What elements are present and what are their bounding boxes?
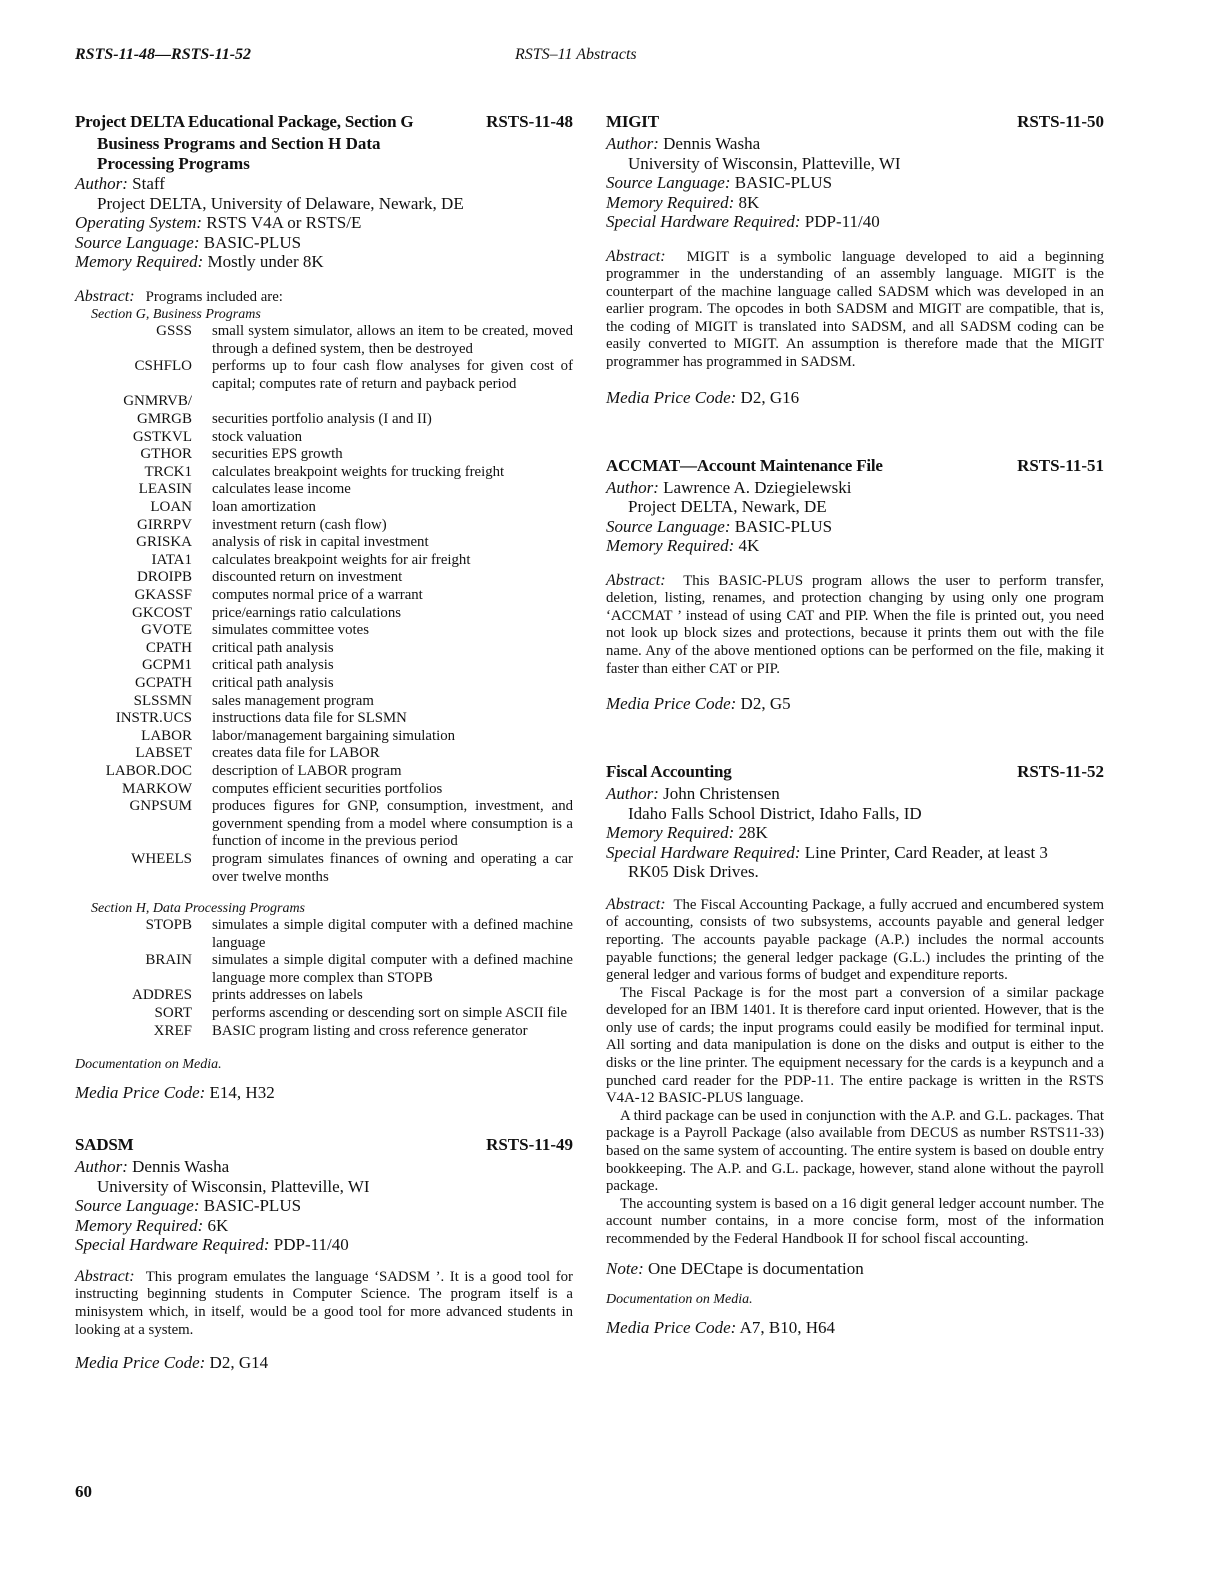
price-value: D2, G16	[736, 387, 800, 407]
abstract-label: Abstract:	[606, 247, 666, 265]
note-label: Note:	[606, 1258, 644, 1278]
running-head	[75, 46, 1105, 72]
program-code: IATA1	[151, 551, 192, 568]
abstract	[75, 1268, 573, 1339]
price-label: Media Price Code:	[606, 1317, 737, 1337]
language-label: Source Language:	[75, 1196, 200, 1216]
program-description: securities portfolio analysis (I and II)	[212, 411, 432, 428]
entry-title-line3: Processing Programs	[97, 154, 250, 173]
program-row	[75, 587, 573, 605]
program-row	[75, 798, 573, 851]
program-row	[75, 323, 573, 358]
program-row	[75, 569, 573, 587]
program-row	[75, 1005, 573, 1023]
memory-value: Mostly under 8K	[203, 252, 324, 271]
program-row	[75, 710, 573, 728]
program-code: INSTR.UCS	[115, 710, 192, 727]
memory-value: 28K	[734, 823, 768, 843]
language-line	[75, 233, 573, 253]
price-value: E14, H32	[205, 1083, 275, 1103]
program-row	[75, 517, 573, 535]
program-description: investment return (cash flow)	[212, 516, 387, 533]
entry-rsts-11-52	[606, 762, 1104, 1337]
hardware-value: PDP-11/40	[800, 212, 880, 231]
program-description: calculates breakpoint weights for air freight	[212, 551, 471, 568]
language-label: Source Language:	[606, 516, 731, 536]
author-line	[606, 478, 1104, 498]
page-number: 60	[75, 1482, 92, 1501]
entry-rsts-11-48	[75, 112, 573, 1103]
program-code: GSTKVL	[132, 428, 192, 445]
program-code: CSHFLO	[134, 358, 192, 375]
price-label: Media Price Code:	[606, 694, 737, 714]
program-code: GIRRPV	[136, 516, 192, 533]
language-label: Source Language:	[606, 173, 731, 192]
program-row	[75, 745, 573, 763]
program-row	[75, 393, 573, 411]
abstract	[606, 896, 1104, 1249]
program-code: WHEELS	[131, 850, 192, 867]
language-line	[606, 517, 1104, 537]
affiliation: University of Wisconsin, Platteville, WI	[97, 1176, 370, 1196]
abstract-label: Abstract:	[75, 1267, 135, 1285]
program-description: critical path analysis	[212, 657, 334, 674]
program-row	[75, 693, 573, 711]
affiliation: University of Wisconsin, Platteville, WI	[628, 153, 901, 173]
program-description: critical path analysis	[212, 674, 334, 691]
entry-id: RSTS-11-49	[486, 1135, 573, 1155]
program-description: price/earnings ratio calculations	[212, 604, 401, 621]
program-description: BASIC program listing and cross reference generator	[212, 1022, 528, 1039]
entry-rsts-11-51	[606, 456, 1104, 715]
program-code: GTHOR	[140, 446, 192, 463]
program-code: DROIPB	[136, 569, 192, 586]
price-value: D2, G14	[205, 1353, 269, 1373]
media-price-line	[606, 694, 1104, 714]
author-value: Dennis Washa	[658, 134, 761, 153]
entry-title: MIGIT	[606, 112, 659, 131]
program-description: simulates a simple digital computer with a defined machine language	[212, 917, 573, 951]
author-label: Author:	[606, 784, 659, 804]
program-description: simulates a simple digital computer with a defined machine language more complex than STOPB	[212, 952, 573, 986]
program-description: calculates breakpoint weights for trucking freight	[212, 463, 505, 480]
memory-label: Memory Required:	[606, 536, 735, 556]
section-g-label: Section G, Business Programs	[91, 307, 261, 323]
entry-rsts-11-49	[75, 1135, 573, 1373]
author-line	[75, 1157, 573, 1177]
program-code: CPATH	[145, 639, 192, 656]
abstract-paragraph-3: A third package can be used in conjunction with the A.P. and G.L. packages. That package is a Payroll Package (also available from DECUS as number RSTS11-33) based on the same system of accounting. The entire system is based on double entry bookkeeping. The A.P. and G.L. package, however, stand alone without the payroll package.	[606, 1107, 1104, 1195]
memory-label: Memory Required:	[606, 192, 735, 212]
entry-id: RSTS-11-48	[486, 112, 573, 131]
abstract-label: Abstract:	[606, 571, 666, 589]
program-row	[75, 640, 573, 658]
program-description: performs up to four cash flow analyses for given cost of capital; computes rate of return and payback period	[212, 358, 573, 392]
entry-header	[75, 112, 573, 134]
entry-rsts-11-50	[606, 112, 1104, 408]
program-code: TRCK1	[144, 463, 192, 480]
program-row	[75, 952, 573, 987]
program-code: GKCOST	[131, 604, 192, 621]
program-row	[75, 1023, 573, 1041]
affiliation: Idaho Falls School District, Idaho Falls, ID	[628, 803, 922, 823]
author-label: Author:	[75, 1157, 128, 1177]
entry-id: RSTS-11-50	[1017, 112, 1104, 131]
program-description: prints addresses on labels	[212, 987, 363, 1004]
program-code: GRISKA	[136, 534, 192, 551]
language-value: BASIC-PLUS	[730, 173, 833, 192]
affiliation: Project DELTA, Newark, DE	[628, 497, 827, 517]
abstract-text: This BASIC-PLUS program allows the user to perform transfer, deletion, listing, renames, and protection changing by using only one program ‘ACCMAT ’ instead of using CAT and PIP. When the file is printed out, you need not look up block sizes and protections, because it prints them out with the file name. Any of the above mentioned options can be performed on the file, making it faster than either CAT or PIP.	[606, 572, 1104, 677]
program-code: LEASIN	[138, 481, 192, 498]
price-value: A7, B10, H64	[736, 1317, 836, 1337]
running-head-title: RSTS–11 Abstracts	[515, 46, 637, 63]
program-description: critical path analysis	[212, 639, 334, 656]
section-h-label: Section H, Data Processing Programs	[91, 901, 305, 917]
author-line	[606, 784, 1104, 804]
abstract-label: Abstract:	[75, 287, 135, 305]
hardware-line	[606, 843, 1104, 863]
entry-header	[606, 112, 1104, 134]
abstract-text: MIGIT is a symbolic language developed to aid a beginning programmer in the understanding of an assembly language. MIGIT is the counterpart of the machine language called SADSM which was developed in an earlier program. The opcodes in both SADSM and MIGIT are compatible, that is, the coding of MIGIT is translated into SADSM, and all SADSM coding can be easily converted to MIGIT. An assumption is therefore made that the MIGIT programmer has programmed in SADSM.	[606, 248, 1104, 371]
program-code: GNPSUM	[129, 798, 192, 815]
entry-title-line2: Business Programs and Section H Data	[97, 134, 381, 153]
program-description: analysis of risk in capital investment	[212, 534, 429, 551]
program-description: sales management program	[212, 692, 374, 709]
program-row	[75, 851, 573, 886]
program-row	[75, 781, 573, 799]
program-row	[75, 605, 573, 623]
memory-line	[606, 823, 1104, 843]
memory-line	[75, 1216, 573, 1236]
program-code: XREF	[153, 1022, 192, 1039]
program-code: BRAIN	[145, 952, 192, 969]
os-value: RSTS V4A or RSTS/E	[202, 213, 362, 232]
program-description: calculates lease income	[212, 481, 351, 498]
program-row	[75, 481, 573, 499]
program-row	[75, 446, 573, 464]
author-value: Lawrence A. Dziegielewski	[658, 477, 852, 497]
media-price-line	[606, 1318, 1104, 1338]
program-code: ADDRES	[131, 987, 192, 1004]
language-line	[75, 1196, 573, 1216]
abstract-label: Abstract:	[606, 895, 666, 913]
program-description: securities EPS growth	[212, 446, 343, 463]
hardware-continuation: RK05 Disk Drives.	[628, 862, 759, 882]
language-value: BASIC-PLUS	[730, 516, 833, 536]
left-column	[75, 112, 573, 1373]
entry-title: ACCMAT—Account Maintenance File	[606, 455, 883, 475]
program-row	[75, 464, 573, 482]
abstract	[606, 248, 1104, 372]
author-label: Author:	[75, 174, 128, 193]
program-row	[75, 429, 573, 447]
hardware-value: Line Printer, Card Reader, at least 3	[800, 842, 1048, 862]
author-value: John Christensen	[658, 784, 780, 804]
memory-label: Memory Required:	[75, 252, 204, 271]
abstract-paragraph-4: The accounting system is based on a 16 digit general ledger account number. The account number contains, in a more concise form, most of the information recommended by the Federal Handbook II for school fiscal accounting.	[606, 1195, 1104, 1247]
program-description: computes normal price of a warrant	[212, 587, 423, 603]
memory-line	[606, 536, 1104, 556]
author-line	[606, 134, 1104, 154]
program-description: discounted return on investment	[212, 569, 403, 586]
program-row	[75, 987, 573, 1005]
memory-value: 6K	[203, 1215, 229, 1235]
price-label: Media Price Code:	[606, 387, 737, 407]
program-code: MARKOW	[122, 780, 192, 797]
language-label: Source Language:	[75, 232, 200, 252]
program-code: GVOTE	[141, 622, 192, 639]
abstract-intro: Programs included are:	[145, 288, 283, 305]
author-label: Author:	[606, 477, 659, 497]
documentation-note: Documentation on Media.	[75, 1057, 222, 1073]
memory-value: 8K	[734, 192, 760, 212]
affiliation: Project DELTA, University of Delaware, Newark, DE	[97, 193, 464, 213]
entry-header	[75, 1135, 573, 1157]
abstract	[75, 288, 573, 307]
program-row	[75, 622, 573, 640]
program-code: LOAN	[150, 499, 192, 516]
hardware-label: Special Hardware Required:	[75, 1235, 270, 1255]
program-row	[75, 675, 573, 693]
hardware-label: Special Hardware Required:	[606, 212, 801, 231]
program-row	[75, 499, 573, 517]
program-code: LABOR.DOC	[105, 762, 192, 779]
memory-line	[75, 252, 573, 272]
author-line	[75, 174, 573, 194]
entry-id: RSTS-11-52	[1017, 762, 1104, 782]
program-description: produces figures for GNP, consumption, investment, and government spending from a model where consumption is a function of income in the previous period	[212, 798, 573, 850]
program-description: creates data file for LABOR	[212, 745, 380, 762]
program-row	[75, 411, 573, 429]
memory-line	[606, 193, 1104, 213]
media-price-line	[606, 388, 1104, 408]
program-code: STOPB	[145, 917, 192, 934]
entry-title: SADSM	[75, 1135, 134, 1155]
hardware-line	[606, 212, 1104, 232]
os-label: Operating System:	[75, 213, 203, 232]
hardware-line	[75, 1235, 573, 1255]
media-price-line	[75, 1353, 573, 1373]
program-code: SORT	[154, 1005, 192, 1022]
program-code: GNMRVB/	[123, 393, 192, 410]
program-row	[75, 917, 573, 952]
os-line	[75, 213, 573, 233]
program-description	[212, 393, 573, 411]
program-description: simulates committee votes	[212, 622, 369, 639]
hardware-value: PDP-11/40	[269, 1235, 349, 1255]
program-code: LABSET	[135, 745, 192, 762]
program-description: program simulates finances of owning and operating a car over twelve months	[212, 850, 573, 885]
media-price-line	[75, 1083, 573, 1103]
author-value: Staff	[127, 174, 165, 193]
program-code: GKASSF	[134, 587, 192, 603]
author-label: Author:	[606, 134, 659, 153]
hardware-label: Special Hardware Required:	[606, 842, 801, 862]
program-row	[75, 552, 573, 570]
memory-label: Memory Required:	[75, 1215, 204, 1235]
program-description: computes efficient securities portfolios	[212, 780, 443, 797]
program-code: SLSSMN	[133, 692, 192, 709]
program-description: labor/management bargaining simulation	[212, 727, 455, 744]
program-row	[75, 728, 573, 746]
program-row	[75, 358, 573, 393]
entry-id: RSTS-11-51	[1017, 455, 1104, 475]
note-value: One DECtape is documentation	[643, 1258, 864, 1278]
memory-label: Memory Required:	[606, 823, 735, 843]
right-column	[606, 112, 1104, 1338]
language-value: BASIC-PLUS	[199, 232, 302, 252]
program-code: GSSS	[156, 323, 192, 340]
entry-title: Fiscal Accounting	[606, 762, 732, 782]
language-value: BASIC-PLUS	[199, 1196, 302, 1216]
running-head-range: RSTS-11-48—RSTS-11-52	[75, 46, 252, 63]
program-code: GMRGB	[136, 411, 192, 428]
abstract-text: The Fiscal Accounting Package, a fully accrued and encumbered system of accounting, consists of two subsystems, accounts payable and general ledger reporting. The accounts payable package (A.P.) includes the normal accounts payable functions; the general ledger package (G.L.) includes the printing of the general ledger and various forms of budget and expenditure reports.	[606, 896, 1104, 984]
entry-title: Project DELTA Educational Package, Section G	[75, 112, 414, 131]
program-description: performs ascending or descending sort on simple ASCII file	[212, 1005, 568, 1022]
abstract-text: This program emulates the language ‘SADSM ’. It is a good tool for instructing beginning students in Computer Science. The program itself is a minisystem which, in itself, would be a good tool for more advanced students in looking at a system.	[75, 1268, 573, 1338]
program-table-section-g	[75, 323, 573, 886]
program-description: instructions data file for SLSMN	[212, 710, 407, 727]
program-code: GCPM1	[141, 657, 192, 674]
program-table-section-h	[75, 917, 573, 1040]
program-description: stock valuation	[212, 428, 302, 445]
program-code: GCPATH	[135, 674, 192, 691]
note-line	[606, 1259, 1104, 1279]
author-value: Dennis Washa	[127, 1157, 230, 1177]
program-description: small system simulator, allows an item to be created, moved through a defined system, then be destroyed	[212, 323, 573, 357]
memory-value: 4K	[734, 536, 760, 556]
documentation-note: Documentation on Media.	[606, 1291, 753, 1307]
price-label: Media Price Code:	[75, 1083, 206, 1103]
program-description: loan amortization	[212, 499, 316, 516]
program-row	[75, 657, 573, 675]
entry-header	[606, 456, 1104, 478]
language-line	[606, 173, 1104, 193]
entry-header	[606, 762, 1104, 784]
abstract-paragraph-1	[606, 896, 1104, 985]
price-label: Media Price Code:	[75, 1353, 206, 1373]
program-row	[75, 534, 573, 552]
abstract-paragraph-2: The Fiscal Package is for the most part a conversion of a similar package developed for an IBM 1401. It is therefore card input oriented. However, that is the only use of cards; the input programs could easily be modified for terminal input. All sorting and data manipulation is done on the disks and output is either to the disks or the line printer. The equipment necessary for the cards is a keypunch and a punched card reader for the PDP-11. The entire package is written in the RSTS V4A-12 BASIC-PLUS language.	[606, 984, 1104, 1107]
program-code: LABOR	[141, 727, 192, 744]
program-row	[75, 763, 573, 781]
program-description: description of LABOR program	[212, 762, 402, 779]
abstract	[606, 572, 1104, 679]
price-value: D2, G5	[736, 694, 791, 714]
